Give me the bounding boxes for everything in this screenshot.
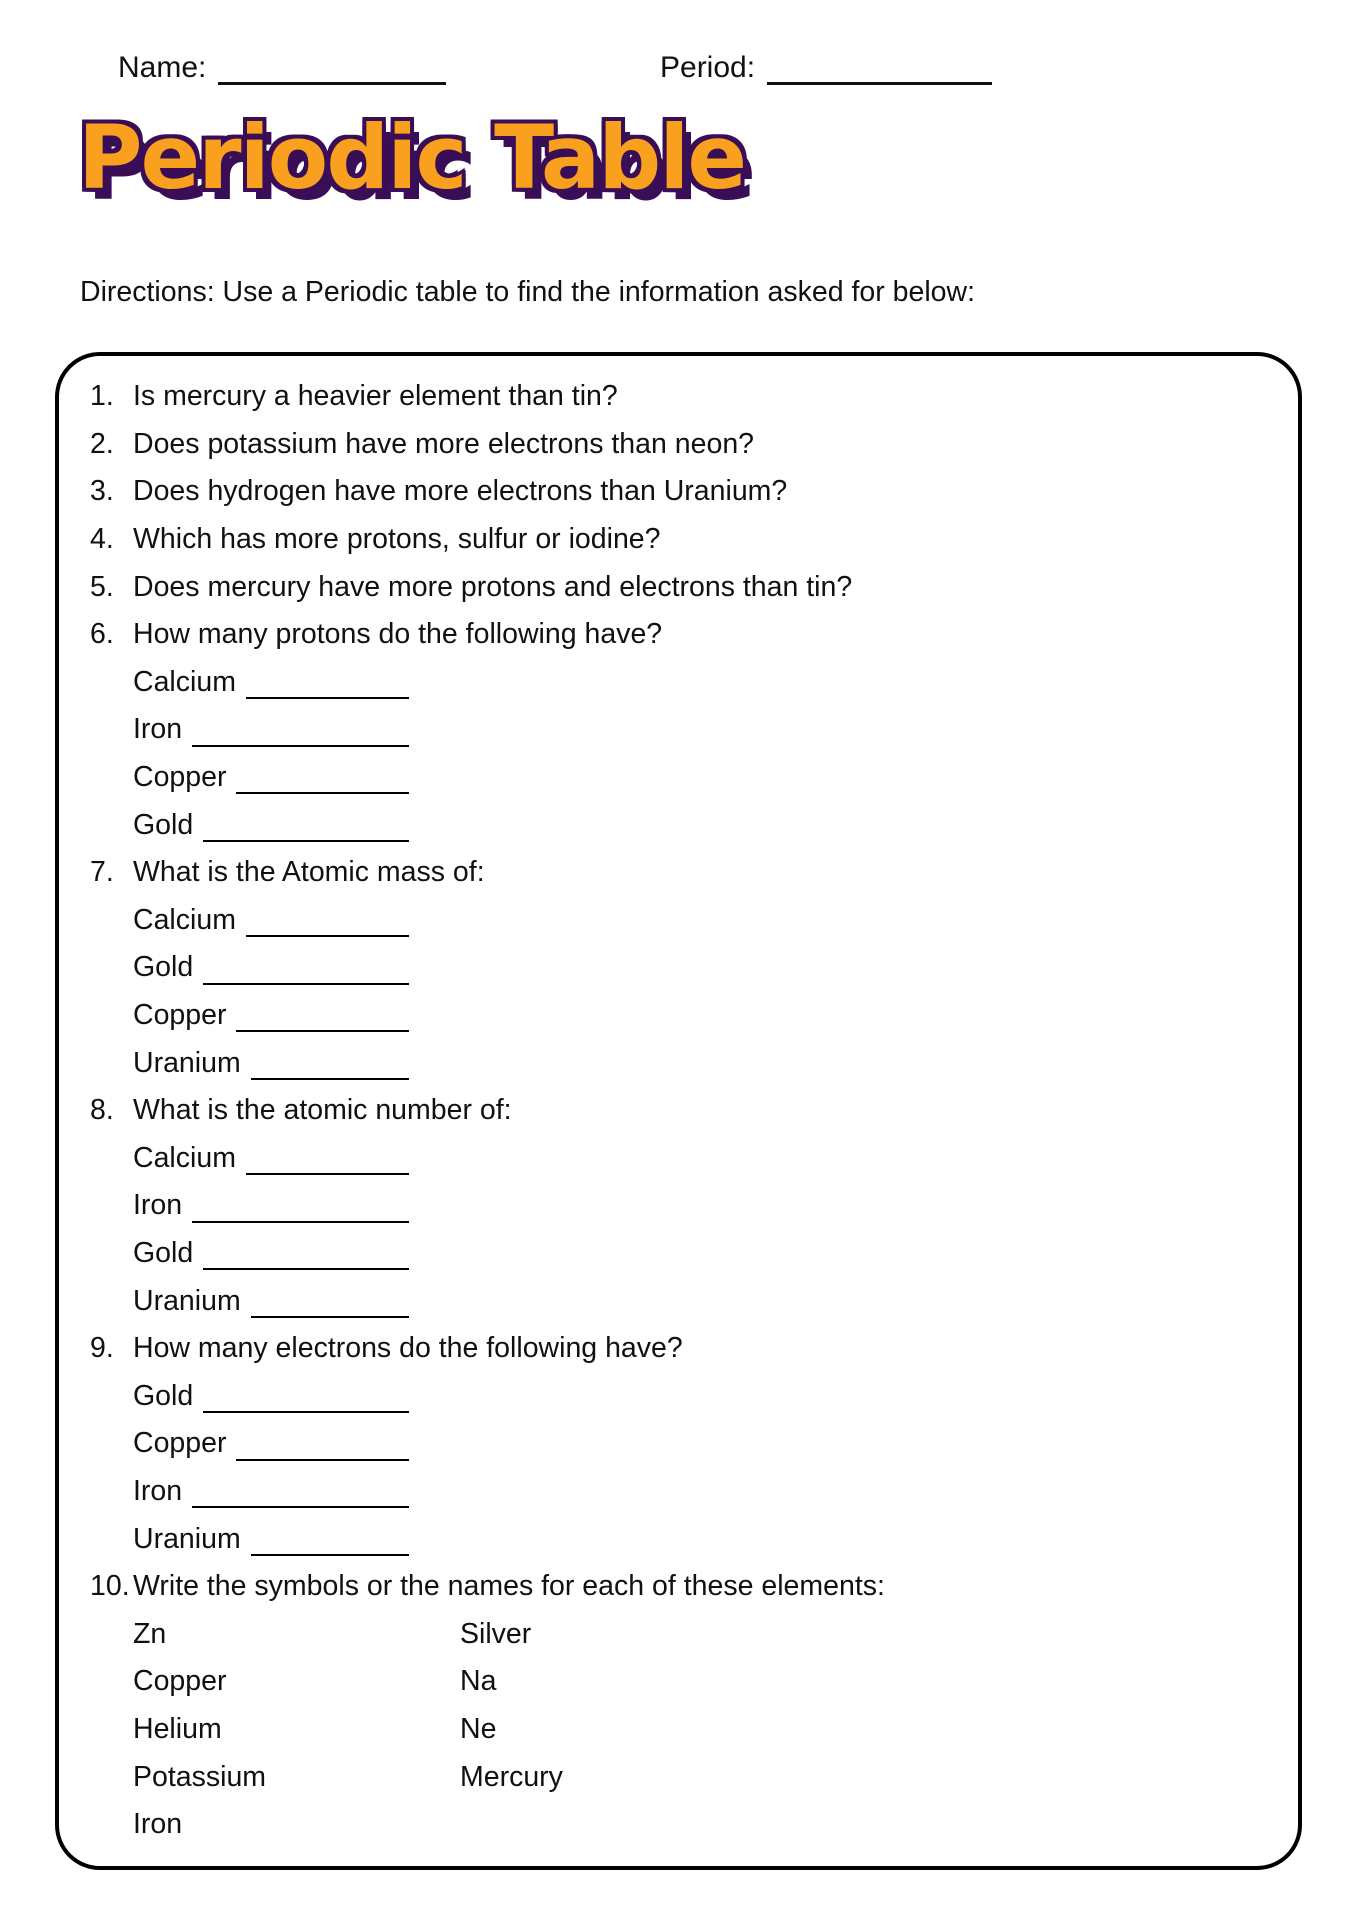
answer-blank-line <box>246 697 409 699</box>
question-item <box>90 421 1270 469</box>
answer-blank-row <box>133 992 409 1040</box>
answer-blank-row <box>133 1135 409 1183</box>
answer-blank-line <box>203 1268 409 1270</box>
symbol-item-left: Copper <box>133 1665 227 1698</box>
question-number: 2. <box>90 427 114 460</box>
answer-blank-line <box>236 1459 409 1461</box>
symbol-item-right: Na <box>460 1665 497 1698</box>
question-item <box>90 373 1270 421</box>
question-text: How many electrons do the following have? <box>133 1332 683 1365</box>
answer-blank-row <box>133 1420 409 1468</box>
question-number: 9. <box>90 1332 114 1365</box>
symbol-item-right: Ne <box>460 1712 497 1745</box>
question-text: Does hydrogen have more electrons than Uranium? <box>133 475 788 508</box>
question-item <box>90 611 1270 659</box>
answer-blank-row <box>133 1182 409 1230</box>
element-label: Gold <box>133 951 194 984</box>
question-text: Does potassium have more electrons than neon? <box>133 427 755 460</box>
question-text: What is the atomic number of: <box>133 1094 512 1127</box>
answer-blank-line <box>246 1173 409 1175</box>
element-label: Uranium <box>133 1284 241 1317</box>
question-number: 3. <box>90 475 114 508</box>
question-text: What is the Atomic mass of: <box>133 856 485 889</box>
element-label: Copper <box>133 1427 227 1460</box>
question-number: 1. <box>90 380 114 413</box>
answer-blank-row <box>133 754 409 802</box>
element-label: Gold <box>133 1236 194 1269</box>
question-item <box>90 1087 1270 1135</box>
answer-blank-line <box>192 1506 409 1508</box>
question-number: 6. <box>90 618 114 651</box>
answer-blank-row <box>133 706 409 754</box>
name-blank-line <box>218 50 446 85</box>
answer-blank-row <box>133 801 409 849</box>
symbols-row <box>133 1610 1270 1658</box>
symbols-row <box>133 1658 1270 1706</box>
element-label: Gold <box>133 1379 194 1412</box>
name-label: Name: <box>118 51 207 84</box>
question-text: How many protons do the following have? <box>133 618 663 651</box>
answer-blank-row <box>133 1277 409 1325</box>
answer-blank-row <box>133 897 409 945</box>
period-label: Period: <box>660 51 756 84</box>
question-item <box>90 1325 1270 1373</box>
page-title: Periodic Table <box>78 106 746 209</box>
answer-blank-line <box>236 792 409 794</box>
answer-blank-line <box>192 745 409 747</box>
answer-blank-line <box>236 1030 409 1032</box>
question-item <box>90 849 1270 897</box>
question-item <box>90 516 1270 564</box>
symbol-item-right: Mercury <box>460 1760 563 1793</box>
answer-blank-row <box>133 944 409 992</box>
element-label: Calcium <box>133 1141 236 1174</box>
answer-blank-line <box>203 983 409 985</box>
element-label: Uranium <box>133 1522 241 1555</box>
answer-blank-line <box>251 1316 409 1318</box>
symbols-row <box>133 1753 1270 1801</box>
question-item <box>90 563 1270 611</box>
directions-text: Directions: Use a Periodic table to find the information asked for below: <box>80 276 976 308</box>
element-label: Uranium <box>133 1046 241 1079</box>
answer-blank-line <box>192 1221 409 1223</box>
question-item <box>90 1563 1270 1611</box>
answer-blank-row <box>133 659 409 707</box>
answer-blank-row <box>133 1372 409 1420</box>
answer-blank-line <box>251 1554 409 1556</box>
symbol-item-left: Iron <box>133 1808 183 1841</box>
question-item <box>90 468 1270 516</box>
question-number: 5. <box>90 570 114 603</box>
answer-blank-line <box>246 935 409 937</box>
answer-blank-row <box>133 1468 409 1516</box>
question-number: 4. <box>90 523 114 556</box>
element-label: Iron <box>133 1189 183 1222</box>
element-label: Copper <box>133 761 227 794</box>
element-label: Calcium <box>133 903 236 936</box>
element-label: Copper <box>133 999 227 1032</box>
symbol-item-left: Zn <box>133 1617 167 1650</box>
symbol-item-left: Potassium <box>133 1760 267 1793</box>
answer-blank-row <box>133 1515 409 1563</box>
answer-blank-line <box>203 840 409 842</box>
question-text: Is mercury a heavier element than tin? <box>133 380 618 413</box>
element-label: Iron <box>133 713 183 746</box>
question-number: 7. <box>90 856 114 889</box>
answer-blank-row <box>133 1230 409 1278</box>
question-text: Does mercury have more protons and electrons than tin? <box>133 570 853 603</box>
name-field-group <box>118 50 446 85</box>
period-blank-line <box>767 50 992 85</box>
questions-box <box>55 352 1302 1870</box>
symbol-item-right: Silver <box>460 1617 532 1650</box>
symbols-row <box>133 1801 1270 1849</box>
period-field-group <box>660 50 992 85</box>
question-text: Which has more protons, sulfur or iodine? <box>133 523 661 556</box>
answer-blank-line <box>203 1411 409 1413</box>
element-label: Gold <box>133 808 194 841</box>
symbols-row <box>133 1706 1270 1754</box>
element-label: Calcium <box>133 665 236 698</box>
answer-blank-row <box>133 1039 409 1087</box>
element-label: Iron <box>133 1474 183 1507</box>
symbol-item-left: Helium <box>133 1712 222 1745</box>
question-text: Write the symbols or the names for each of these elements: <box>133 1570 885 1603</box>
question-number: 8. <box>90 1094 114 1127</box>
answer-blank-line <box>251 1078 409 1080</box>
question-number: 10. <box>90 1570 130 1603</box>
